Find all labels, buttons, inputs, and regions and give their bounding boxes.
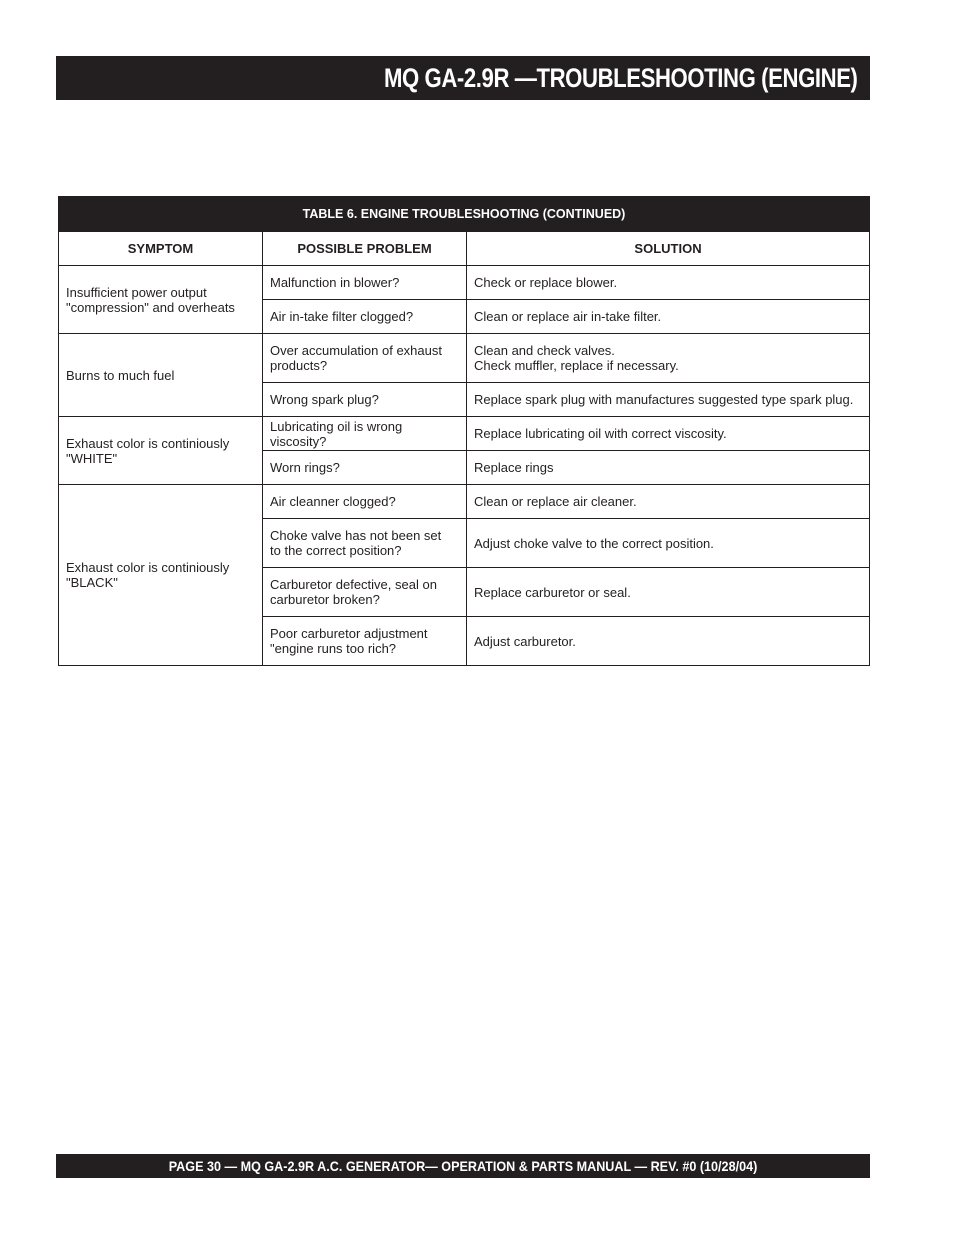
column-header-possible-problem: POSSIBLE PROBLEM xyxy=(263,232,467,266)
solution-cell xyxy=(467,568,870,617)
problem-cell xyxy=(263,300,467,334)
problem-cell xyxy=(263,417,467,451)
solution-cell xyxy=(467,519,870,568)
page-title-bar xyxy=(56,56,870,100)
solution-cell xyxy=(467,451,870,485)
problem-cell xyxy=(263,617,467,666)
solution-text: Clean or replace air in-take filter. xyxy=(474,309,662,324)
solution-text: Adjust carburetor. xyxy=(474,633,576,649)
solution-cell xyxy=(467,417,870,451)
solution-cell xyxy=(467,383,870,417)
problem-text: Air cleanner clogged? xyxy=(270,494,396,509)
problem-text: viscosity? xyxy=(270,433,327,449)
problem-cell xyxy=(263,485,467,519)
solution-cell xyxy=(467,334,870,383)
symptom-cell xyxy=(59,417,263,485)
problem-cell xyxy=(263,451,467,485)
problem-text: Choke valve has not been set xyxy=(270,528,442,543)
engine-troubleshooting-table xyxy=(58,196,870,666)
table-row xyxy=(59,266,870,300)
problem-text: Carburetor defective, seal on xyxy=(270,577,437,592)
symptom-cell xyxy=(59,485,263,666)
problem-cell xyxy=(263,266,467,300)
column-header-solution: SOLUTION xyxy=(467,232,870,266)
table-caption: TABLE 6. ENGINE TROUBLESHOOTING (CONTINUED) xyxy=(59,197,870,232)
problem-cell xyxy=(263,334,467,383)
page-title: MQ GA-2.9R —TROUBLESHOOTING (ENGINE) xyxy=(384,62,858,93)
column-header-symptom: SYMPTOM xyxy=(59,232,263,266)
problem-cell xyxy=(263,519,467,568)
problem-text: Worn rings? xyxy=(270,460,340,475)
solution-cell xyxy=(467,485,870,519)
problem-text: carburetor broken? xyxy=(270,592,380,607)
symptom-cell xyxy=(59,334,263,417)
solution-text: Replace spark plug with manufactures suggested type spark plug. xyxy=(474,392,854,407)
solution-cell xyxy=(467,266,870,300)
solution-text: Clean or replace air cleaner. xyxy=(474,494,637,509)
problem-text: Malfunction in blower? xyxy=(270,275,400,290)
solution-text: Replace rings xyxy=(474,460,554,475)
symptom-text: Burns to much fuel xyxy=(66,367,175,383)
symptom-text: "BLACK" xyxy=(66,575,118,590)
problem-text: Lubricating oil is wrong xyxy=(270,418,403,434)
problem-text: Air in-take filter clogged? xyxy=(270,309,414,324)
symptom-cell xyxy=(59,266,263,334)
symptom-text: "compression" and overheats xyxy=(66,299,235,315)
table-row xyxy=(59,417,870,451)
page-footer-bar xyxy=(56,1154,870,1178)
symptom-text: Exhaust color is continiously xyxy=(66,560,230,575)
symptom-text: Exhaust color is continiously xyxy=(66,435,230,451)
table-row xyxy=(59,334,870,383)
problem-text: Over accumulation of exhaust xyxy=(270,343,442,358)
solution-cell xyxy=(467,300,870,334)
problem-cell xyxy=(263,568,467,617)
solution-text: Adjust choke valve to the correct position. xyxy=(474,535,714,551)
symptom-text: "WHITE" xyxy=(66,450,118,466)
problem-text: Poor carburetor adjustment xyxy=(270,626,428,641)
problem-cell xyxy=(263,383,467,417)
symptom-text: Insufficient power output xyxy=(66,284,207,300)
solution-text: Replace lubricating oil with correct viscosity. xyxy=(474,426,727,441)
solution-text: Check or replace blower. xyxy=(474,275,618,290)
page-footer: PAGE 30 — MQ GA-2.9R A.C. GENERATOR— OPERATION & PARTS MANUAL — REV. #0 (10/28/04) xyxy=(168,1158,758,1174)
solution-text: Replace carburetor or seal. xyxy=(474,584,631,600)
solution-cell xyxy=(467,617,870,666)
problem-text: to the correct position? xyxy=(270,543,402,558)
problem-text: "engine runs too rich? xyxy=(270,641,397,656)
solution-text: Clean and check valves. xyxy=(474,343,615,358)
problem-text: products? xyxy=(270,358,328,373)
problem-text: Wrong spark plug? xyxy=(270,392,379,407)
solution-text: Check muffler, replace if necessary. xyxy=(474,358,679,373)
table-row xyxy=(59,485,870,519)
